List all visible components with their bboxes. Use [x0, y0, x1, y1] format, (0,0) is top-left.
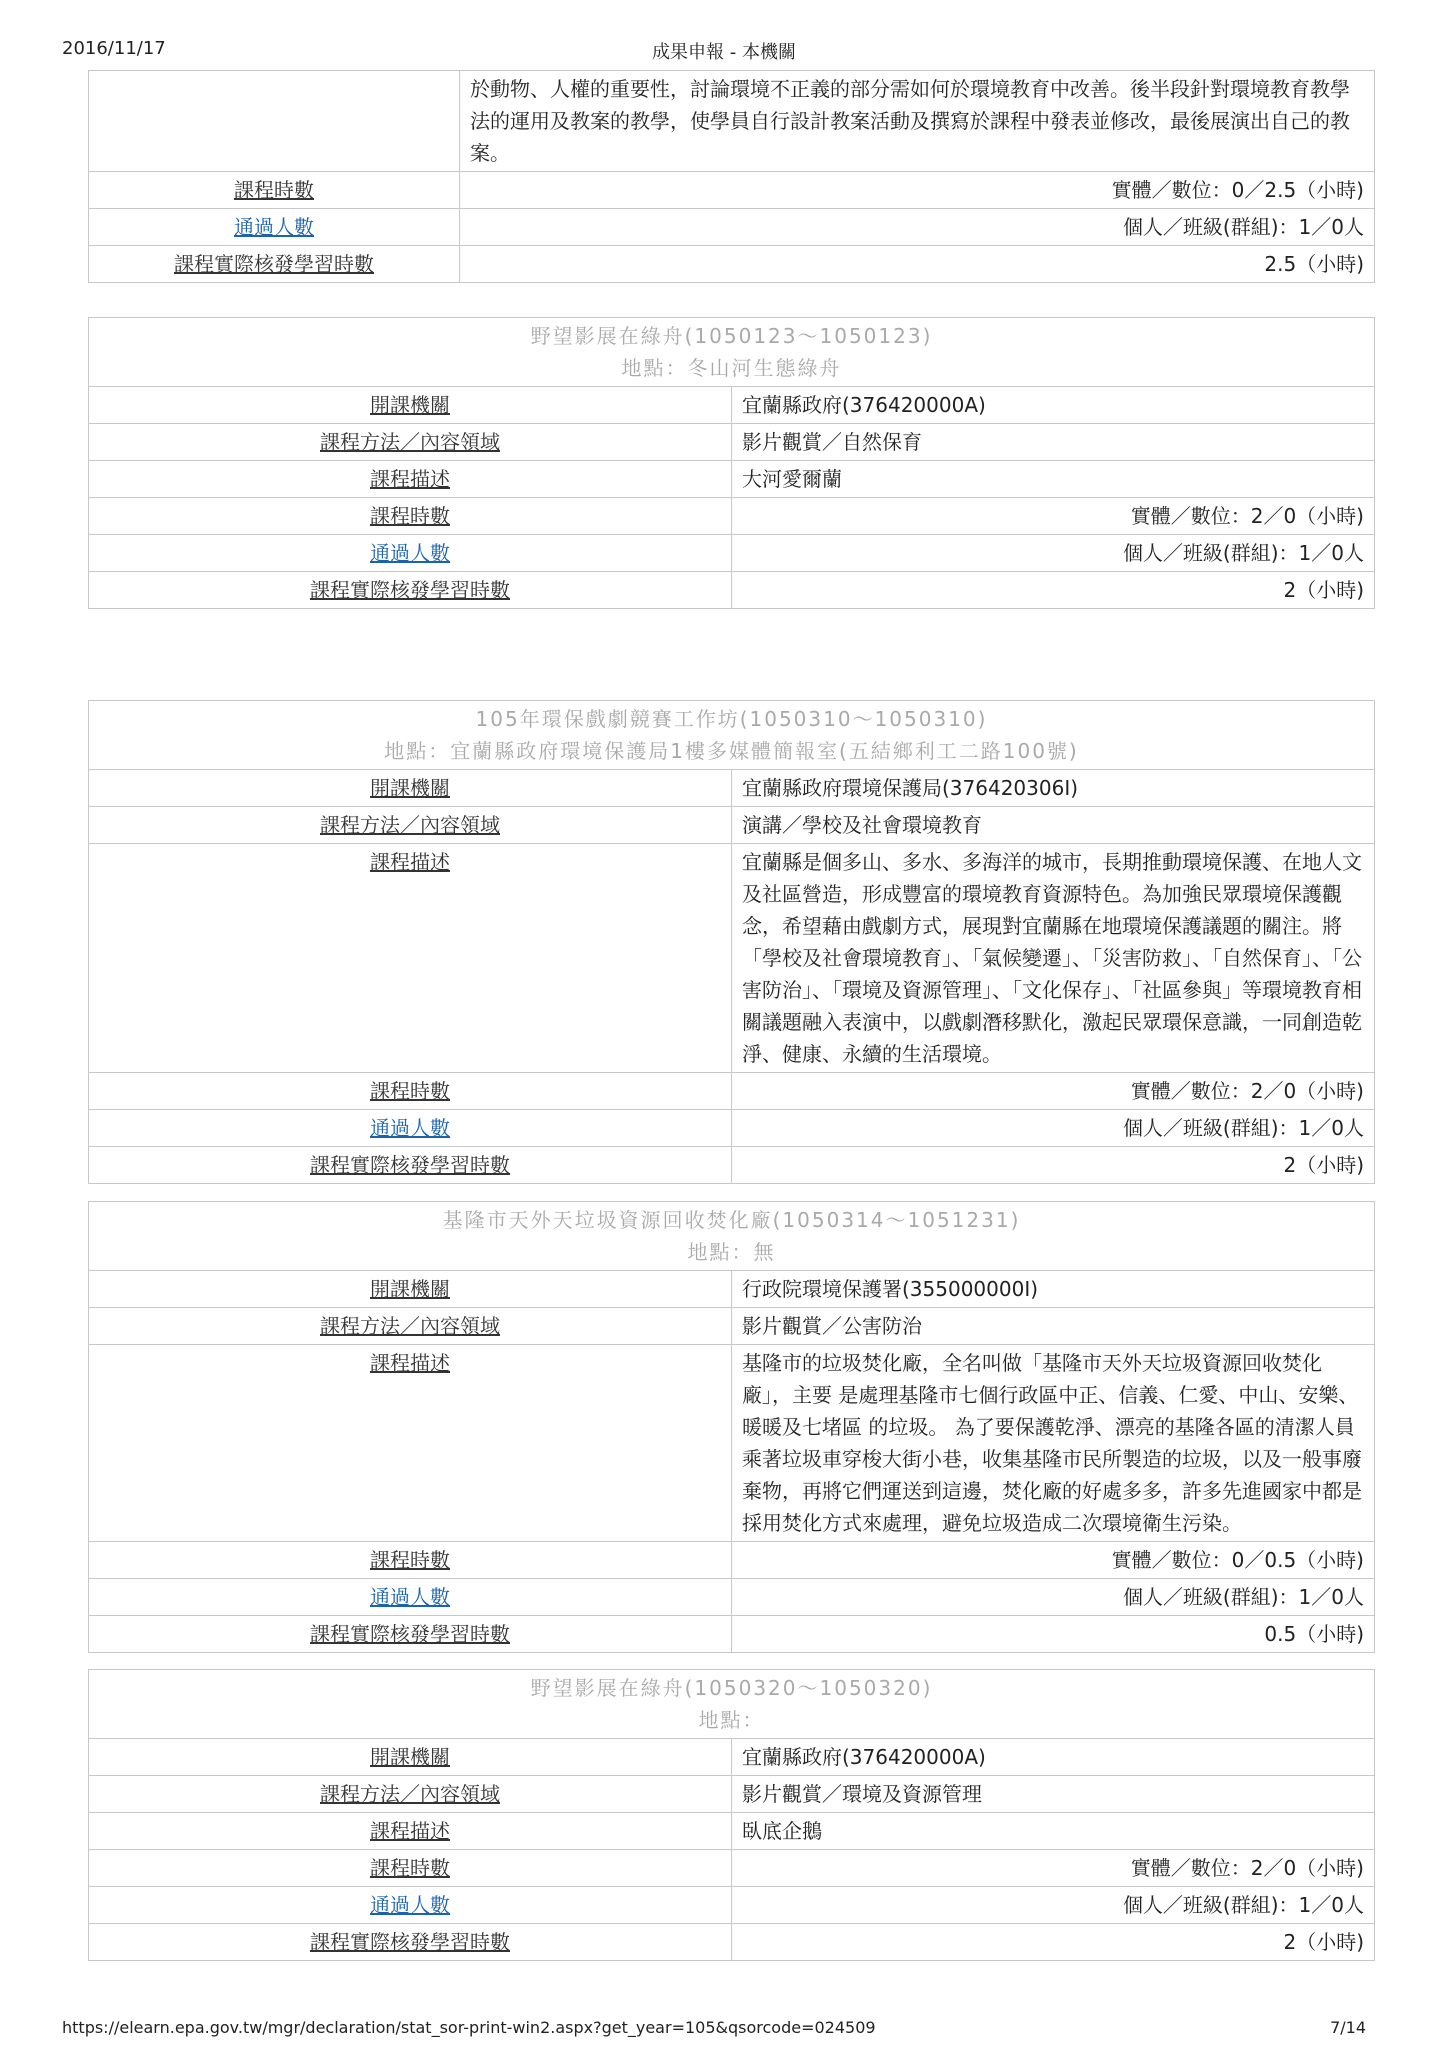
- course-method: 影片觀賞／公害防治: [732, 1308, 1375, 1345]
- course-description: 於動物、人權的重要性，討論環境不正義的部分需如何於環境教育中改善。後半段針對環境教育教學法的運用及教案的教學，使學員自行設計教案活動及撰寫於課程中發表並修改，最後展演出自己的教案。: [460, 71, 1375, 172]
- label-cell: [89, 1542, 732, 1579]
- label-organizer[interactable]: 開課機關: [370, 1745, 450, 1769]
- passed-count: 個人／班級(群組)：1／0人: [460, 209, 1375, 246]
- label-cell: [89, 1345, 732, 1542]
- course-method: 演講／學校及社會環境教育: [732, 807, 1375, 844]
- label-cell: [89, 1073, 732, 1110]
- course-hours: 實體／數位：2／0（小時): [732, 498, 1375, 535]
- course-hours: 實體／數位：2／0（小時): [732, 1073, 1375, 1110]
- label-cell: [89, 387, 732, 424]
- course-description: 宜蘭縣是個多山、多水、多海洋的城市，長期推動環境保護、在地人文及社區營造，形成豐富的環境教育資源特色。為加強民眾環境保護觀念，希望藉由戲劇方式，展現對宜蘭縣在地環境保護議題的關注。將「學校及社會環境教育」、「氣候變遷」、「災害防救」、「自然保育」、「公害防治」、「環境及資源管理」、「文化保存」、「社區參與」等環境教育相關議題融入表演中，以戲劇潛移默化，激起民眾環保意識，一同創造乾淨、健康、永續的生活環境。: [732, 844, 1375, 1073]
- label-cell: [89, 461, 732, 498]
- label-cell: [89, 1110, 732, 1147]
- course-location: 地點：: [698, 1708, 765, 1732]
- label-cell: [89, 807, 732, 844]
- actual-hours: 2（小時): [732, 572, 1375, 609]
- course-hours: 實體／數位：2／0（小時): [732, 1850, 1375, 1887]
- passed-count-link[interactable]: 通過人數: [370, 1116, 450, 1140]
- label-cell: [89, 1579, 732, 1616]
- label-actual-hours[interactable]: 課程實際核發學習時數: [174, 252, 374, 276]
- organizer: 行政院環境保護署(355000000I): [732, 1271, 1375, 1308]
- course-description: 臥底企鵝: [732, 1813, 1375, 1850]
- label-course-hours[interactable]: 課程時數: [370, 1079, 450, 1103]
- course-record: [88, 700, 1375, 1184]
- course-title-cell: [89, 1202, 1375, 1271]
- course-method: 影片觀賞／自然保育: [732, 424, 1375, 461]
- course-description: 基隆市的垃圾焚化廠，全名叫做「基隆市天外天垃圾資源回收焚化廠」，主要 是處理基隆市七個行政區中正、信義、仁愛、中山、安樂、暖暖及七堵區 的垃圾。 為了要保護乾淨、漂亮的基隆各區的清潔人員乘著垃圾車穿梭大街小巷，收集基隆市民所製造的垃圾，以及一般事廢棄物，再將它們運送到這邊，焚化廠的好處多多，許多先進國家中都是採用焚化方式來處理，避免垃圾造成二次環境衛生污染。: [732, 1345, 1375, 1542]
- course-title: 105年環保戲劇競賽工作坊(1050310～1050310): [475, 707, 988, 731]
- label-actual-hours[interactable]: 課程實際核發學習時數: [310, 1622, 510, 1646]
- passed-count-link[interactable]: 通過人數: [370, 1893, 450, 1917]
- course-title: 野望影展在綠舟(1050320～1050320): [530, 1676, 933, 1700]
- print-date: 2016/11/17: [62, 38, 166, 59]
- label-method[interactable]: 課程方法／內容領域: [320, 1782, 500, 1806]
- label-cell: [89, 209, 460, 246]
- label-cell: [89, 1616, 732, 1653]
- label-cell: [89, 770, 732, 807]
- actual-hours: 2.5（小時): [460, 246, 1375, 283]
- page-number: 7/14: [1330, 2018, 1366, 2037]
- label-cell: [89, 1887, 732, 1924]
- label-cell: [89, 172, 460, 209]
- label-description[interactable]: 課程描述: [370, 1351, 450, 1375]
- label-cell: [89, 1147, 732, 1184]
- label-course-hours[interactable]: 課程時數: [234, 178, 314, 202]
- label-cell: [89, 498, 732, 535]
- label-cell: [89, 1813, 732, 1850]
- label-description[interactable]: 課程描述: [370, 1819, 450, 1843]
- label-method[interactable]: 課程方法／內容領域: [320, 430, 500, 454]
- label-method[interactable]: 課程方法／內容領域: [320, 813, 500, 837]
- course-title-cell: [89, 318, 1375, 387]
- label-course-hours[interactable]: 課程時數: [370, 504, 450, 528]
- course-record: [88, 317, 1375, 609]
- label-cell: [89, 1776, 732, 1813]
- label-organizer[interactable]: 開課機關: [370, 776, 450, 800]
- course-hours: 實體／數位：0／0.5（小時): [732, 1542, 1375, 1579]
- label-organizer[interactable]: 開課機關: [370, 1277, 450, 1301]
- course-description: 大河愛爾蘭: [732, 461, 1375, 498]
- passed-count-link[interactable]: 通過人數: [370, 541, 450, 565]
- label-description[interactable]: 課程描述: [370, 850, 450, 874]
- course-location: 地點：無: [687, 1240, 776, 1264]
- course-location: 地點：冬山河生態綠舟: [621, 356, 842, 380]
- label-method[interactable]: 課程方法／內容領域: [320, 1314, 500, 1338]
- course-location: 地點：宜蘭縣政府環境保護局1樓多媒體簡報室(五結鄉利工二路100號): [384, 739, 1079, 763]
- organizer: 宜蘭縣政府(376420000A): [732, 1739, 1375, 1776]
- label-cell: [89, 1850, 732, 1887]
- label-cell: [89, 572, 732, 609]
- course-record-continued: [88, 70, 1375, 283]
- actual-hours: 2（小時): [732, 1924, 1375, 1961]
- label-cell: [89, 1308, 732, 1345]
- passed-count: 個人／班級(群組)：1／0人: [732, 1110, 1375, 1147]
- course-hours: 實體／數位：0／2.5（小時): [460, 172, 1375, 209]
- label-cell: [89, 1924, 732, 1961]
- course-record: [88, 1201, 1375, 1653]
- label-actual-hours[interactable]: 課程實際核發學習時數: [310, 1930, 510, 1954]
- label-cell: [89, 1271, 732, 1308]
- passed-count: 個人／班級(群組)：1／0人: [732, 1887, 1375, 1924]
- label-course-hours[interactable]: 課程時數: [370, 1856, 450, 1880]
- page-url: https://elearn.epa.gov.tw/mgr/declaration/stat_sor-print-win2.aspx?get_year=105&qsorcode=024509: [62, 2018, 876, 2037]
- label-course-hours[interactable]: 課程時數: [370, 1548, 450, 1572]
- actual-hours: 0.5（小時): [732, 1616, 1375, 1653]
- passed-count-link[interactable]: 通過人數: [234, 215, 314, 239]
- label-cell: [89, 535, 732, 572]
- label-actual-hours[interactable]: 課程實際核發學習時數: [310, 1153, 510, 1177]
- label-description[interactable]: 課程描述: [370, 467, 450, 491]
- course-title-cell: [89, 1670, 1375, 1739]
- actual-hours: 2（小時): [732, 1147, 1375, 1184]
- label-cell: [89, 424, 732, 461]
- label-cell: [89, 1739, 732, 1776]
- course-title: 野望影展在綠舟(1050123～1050123): [530, 324, 933, 348]
- course-title: 基隆市天外天垃圾資源回收焚化廠(1050314～1051231): [442, 1208, 1021, 1232]
- page-title: 成果申報 - 本機關: [652, 42, 796, 63]
- label-actual-hours[interactable]: 課程實際核發學習時數: [310, 578, 510, 602]
- course-method: 影片觀賞／環境及資源管理: [732, 1776, 1375, 1813]
- course-title-cell: [89, 701, 1375, 770]
- passed-count: 個人／班級(群組)：1／0人: [732, 535, 1375, 572]
- label-cell: [89, 71, 460, 172]
- passed-count-link[interactable]: 通過人數: [370, 1585, 450, 1609]
- organizer: 宜蘭縣政府環境保護局(376420306I): [732, 770, 1375, 807]
- organizer: 宜蘭縣政府(376420000A): [732, 387, 1375, 424]
- label-cell: [89, 246, 460, 283]
- passed-count: 個人／班級(群組)：1／0人: [732, 1579, 1375, 1616]
- course-record: [88, 1669, 1375, 1961]
- label-organizer[interactable]: 開課機關: [370, 393, 450, 417]
- label-cell: [89, 844, 732, 1073]
